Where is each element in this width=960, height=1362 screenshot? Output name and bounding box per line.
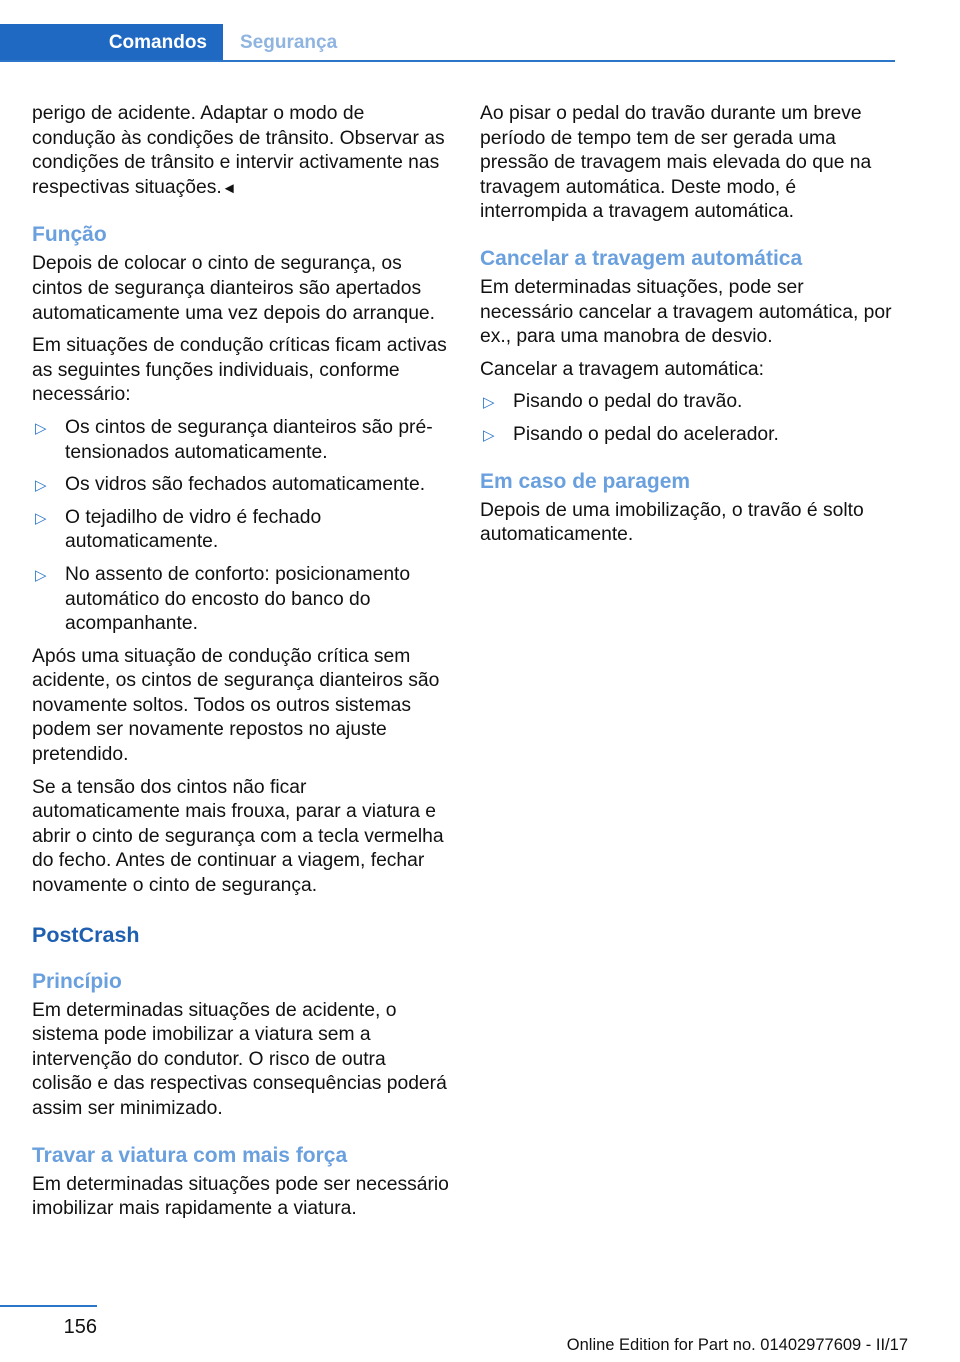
- footer-rule: [0, 1305, 97, 1307]
- page-header: [0, 24, 895, 62]
- section-tab-seguranca: Segurança: [240, 32, 338, 53]
- apos-paragraph: Após uma situação de condução crítica sem acidente, os cintos de segurança dianteiros são novamente soltos. Todos os outros sistemas podem ser novamente repostos no ajuste pretendido.: [32, 645, 440, 766]
- cancelar-bullet-list: [480, 390, 898, 447]
- list-item: ▷ Pisando o pedal do acelerador.: [480, 423, 898, 448]
- tensao-paragraph: Se a tensão dos cintos não ficar automaticamente mais frouxa, parar a viatura e abrir o cinto de segurança com a tecla vermelha do fecho. Antes de continuar a viagem, fechar novamente o cinto de segurança.: [32, 776, 444, 897]
- cancelar-paragraph-2: Cancelar a travagem automática:: [480, 358, 765, 380]
- cancelar-paragraph-1: Em determinadas situações, pode ser necessário cancelar a travagem automática, por ex., para uma manobra de desvio.: [480, 276, 892, 348]
- left-column: [32, 102, 450, 1230]
- funcao-paragraph-2: Em situações de condução críticas ficam activas as seguintes funções individuais, conforme necessário:: [32, 335, 447, 406]
- paragem-paragraph: Depois de uma imobilização, o travão é solto automaticamente.: [480, 499, 864, 546]
- pedal-paragraph: Ao pisar o pedal do travão durante um breve período de tempo tem de ser gerada uma pressão de travagem mais elevada do que na travagem automática. Deste modo, é interrompida a travagem automática.: [480, 103, 872, 223]
- section-tab-comandos: Comandos: [0, 24, 223, 62]
- heading-principio: Princípio: [32, 969, 122, 993]
- triangle-bullet-icon: ▷: [35, 419, 47, 437]
- triangle-bullet-icon: ▷: [35, 566, 47, 584]
- intro-paragraph: perigo de acidente. Adaptar o modo de condução às condições de trânsito. Observar as condições de trânsito e intervir activamente nas respectivas situações.◄: [32, 103, 445, 198]
- list-item: ▷ O tejadilho de vidro é fechado automaticamente.: [35, 506, 322, 553]
- principio-paragraph: Em determinadas situações de acidente, o sistema pode imobilizar a viatura sem a intervenção do condutor. O risco de outra colisão e das respectivas consequências poderá assim ser minimizado.: [32, 999, 447, 1119]
- heading-postcrash: PostCrash: [32, 922, 140, 947]
- triangle-bullet-icon: ▷: [483, 394, 495, 412]
- right-column: [480, 102, 898, 556]
- list-item: ▷ No assento de conforto: posicionamento automático do encosto do banco do acompanhante.: [35, 563, 411, 635]
- list-item: ▷ Os vidros são fechados automaticamente.: [32, 473, 450, 498]
- heading-paragem: Em caso de paragem: [480, 469, 691, 493]
- travar-paragraph: Em determinadas situações pode ser necessário imobilizar mais rapidamente a viatura.: [32, 1173, 449, 1220]
- heading-funcao: Função: [32, 223, 107, 247]
- funcao-bullet-list: [32, 416, 450, 637]
- triangle-bullet-icon: ▷: [483, 426, 495, 444]
- triangle-bullet-icon: ▷: [35, 509, 47, 527]
- list-item: ▷ Os cintos de segurança dianteiros são pré-tensionados automaticamente.: [35, 416, 433, 463]
- funcao-paragraph-1: Depois de colocar o cinto de segurança, os cintos de segurança dianteiros são apertados automaticamente uma vez depois do arranque.: [32, 253, 436, 324]
- triangle-bullet-icon: ▷: [35, 477, 47, 495]
- end-mark: ◄: [221, 179, 237, 197]
- page-number: 156: [63, 1316, 97, 1338]
- header-rule: [0, 60, 895, 62]
- heading-travar: Travar a viatura com mais força: [32, 1143, 348, 1167]
- edition-note: Online Edition for Part no. 01402977609 - II/17: [566, 1336, 908, 1354]
- list-item: ▷ Pisando o pedal do travão.: [480, 390, 898, 415]
- heading-cancelar: Cancelar a travagem automática: [480, 246, 803, 270]
